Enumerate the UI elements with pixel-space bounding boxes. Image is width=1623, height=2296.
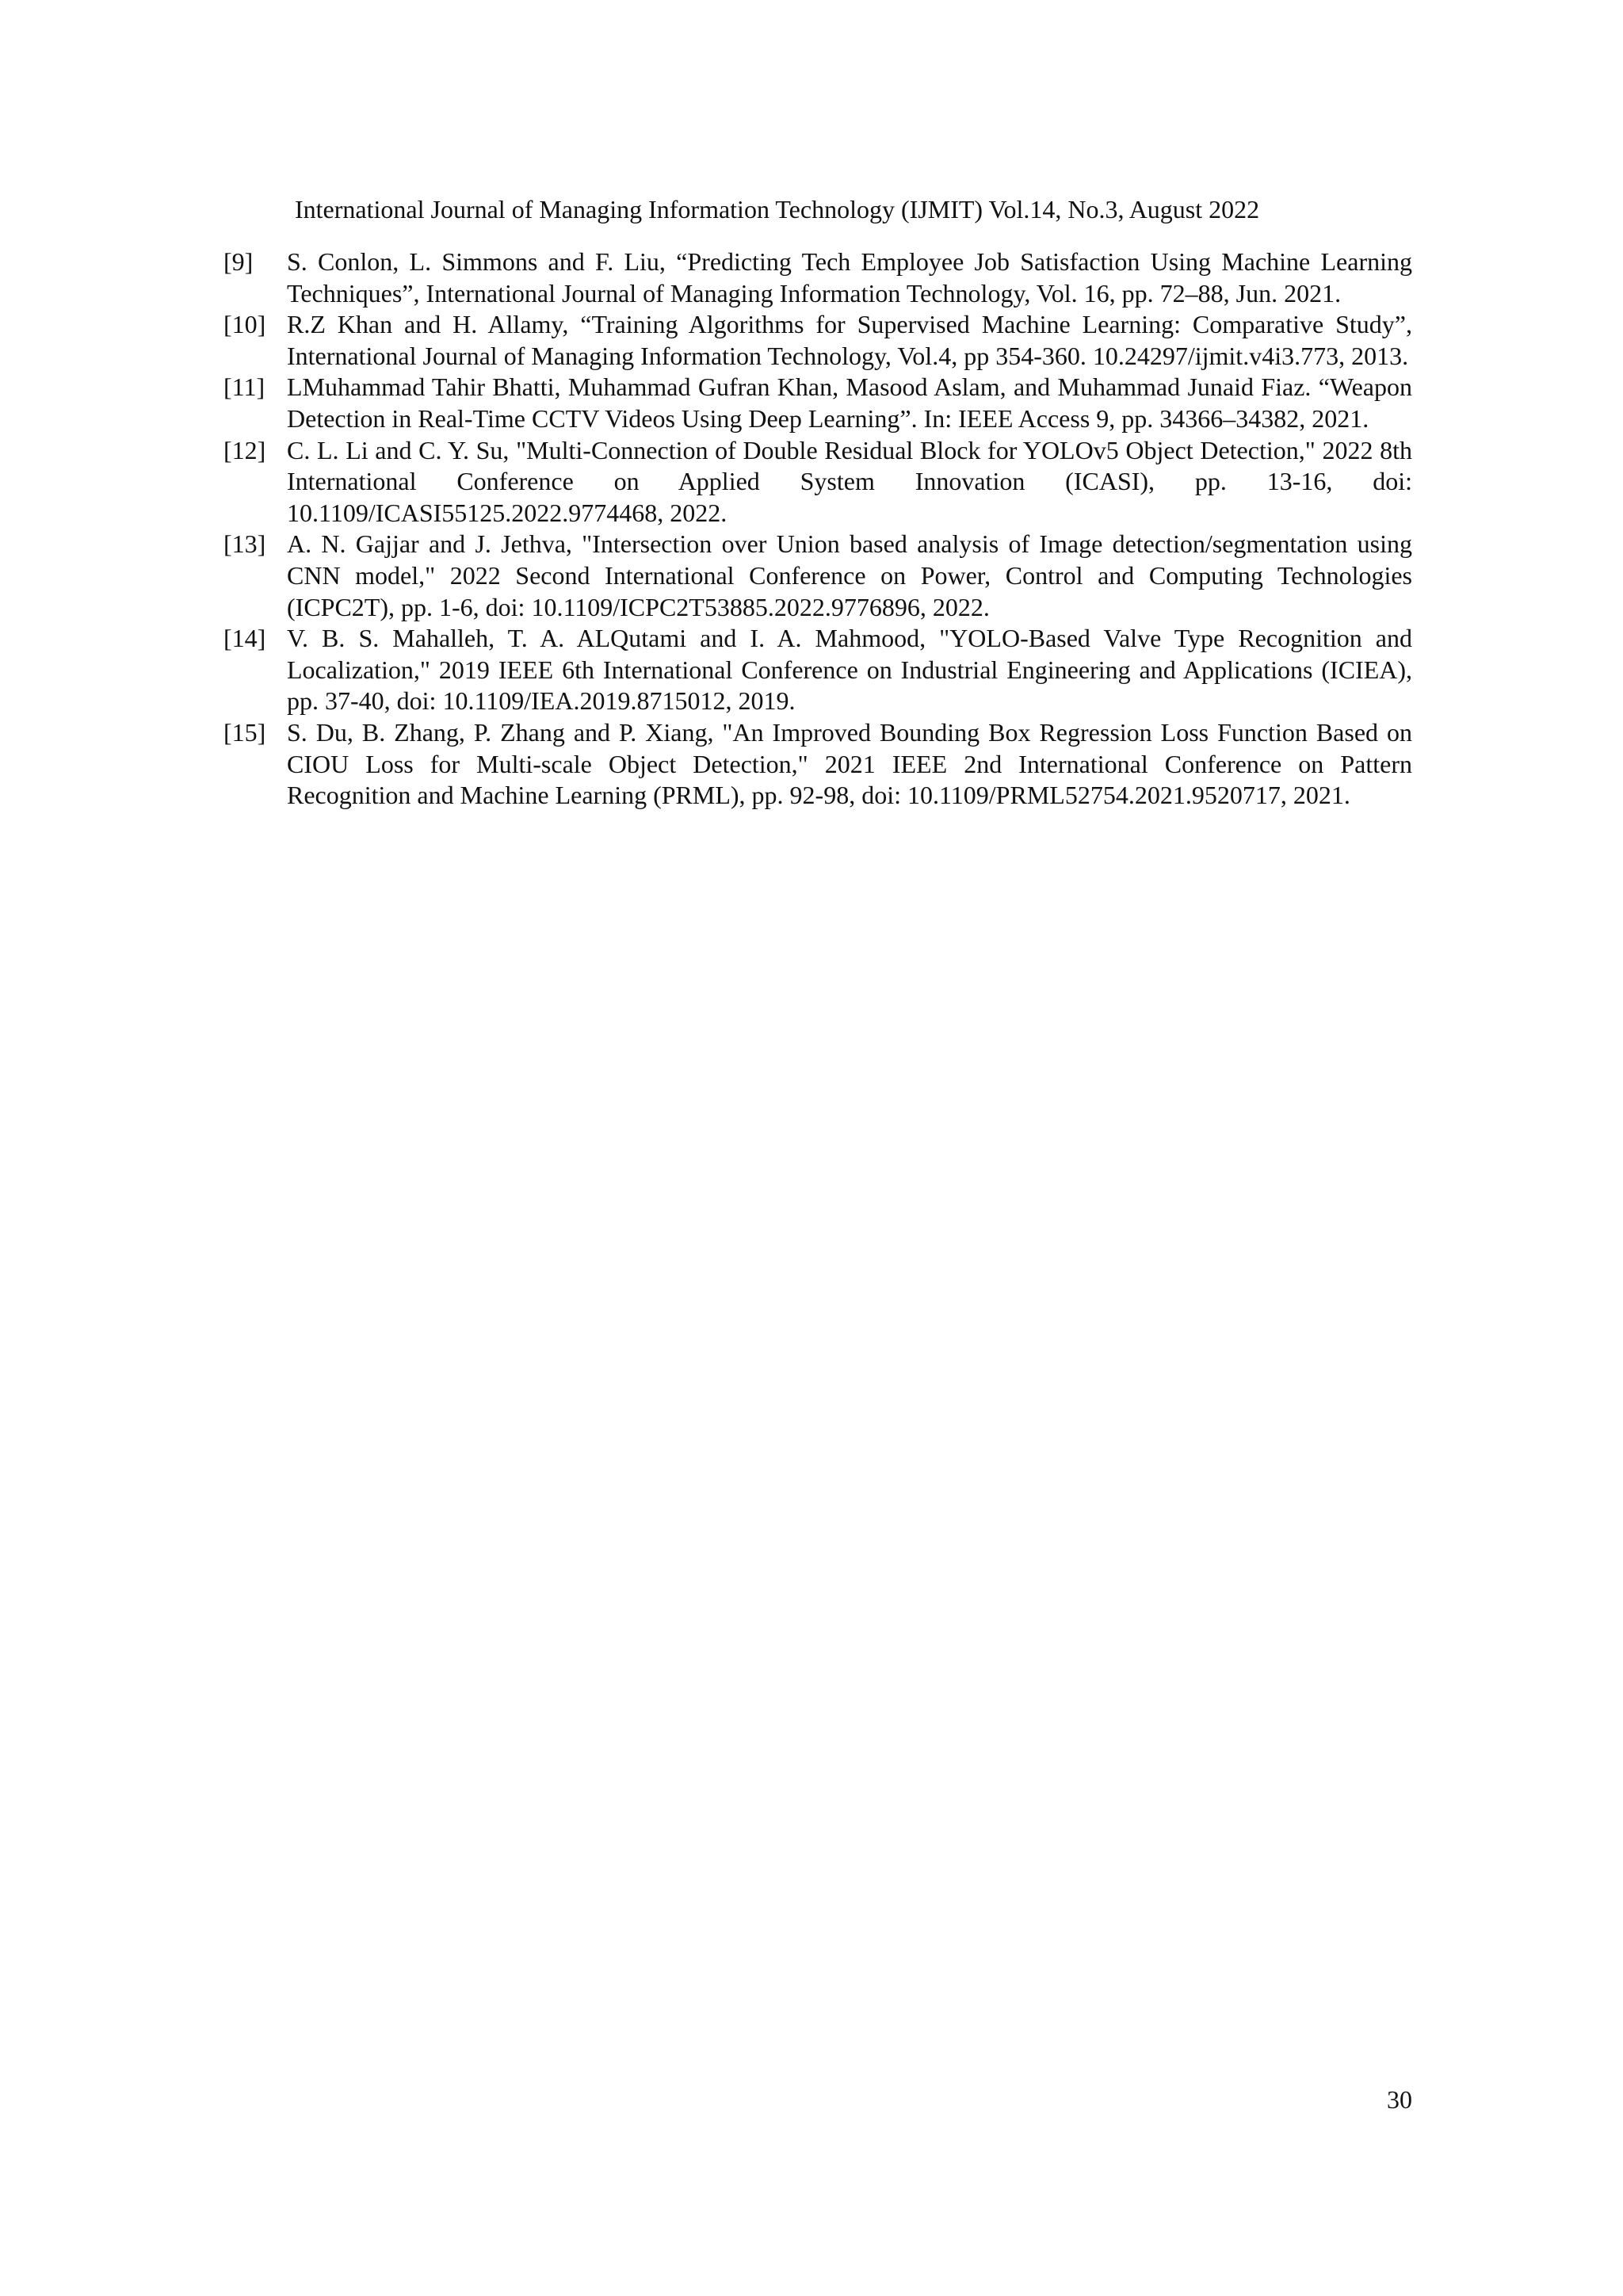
reference-text: C. L. Li and C. Y. Su, "Multi-Connection of Double Residual Block for YOLOv5 Object Detection," 2022 8th International Conference on Applied System Innovation (ICASI), pp. 13-16, doi: 10.1109/ICASI55125.2022.9774468, 2022. — [287, 435, 1412, 527]
page-number: 30 — [1387, 2085, 1412, 2114]
reference-number: [12] — [223, 435, 266, 464]
reference-text: S. Conlon, L. Simmons and F. Liu, “Predicting Tech Employee Job Satisfaction Using Machine Learning Techniques”, International Journal of Managing Information Technology, Vol. 16, pp. 72–88, Jun. 2021. — [287, 247, 1412, 308]
reference-item-15 — [223, 717, 1412, 812]
reference-item-11 — [223, 372, 1412, 434]
reference-item-12 — [223, 435, 1412, 529]
reference-text: S. Du, B. Zhang, P. Zhang and P. Xiang, "An Improved Bounding Box Regression Loss Function Based on CIOU Loss for Multi-scale Object Detection," 2021 IEEE 2nd International Conference on Pattern Recognition and Machine Learning (PRML), pp. 92-98, doi: 10.1109/PRML52754.2021.9520717, 2021. — [287, 717, 1412, 810]
reference-item-10 — [223, 309, 1412, 372]
reference-text: V. B. S. Mahalleh, T. A. ALQutami and I. A. Mahmood, "YOLO-Based Valve Type Recognition and Localization," 2019 IEEE 6th International Conference on Industrial Engineering and Applications (ICIEA), pp. 37-40, doi: 10.1109/IEA.2019.8715012, 2019. — [287, 624, 1412, 716]
reference-item-14 — [223, 623, 1412, 717]
reference-text: LMuhammad Tahir Bhatti, Muhammad Gufran Khan, Masood Aslam, and Muhammad Junaid Fiaz. “Weapon Detection in Real-Time CCTV Videos Using Deep Learning”. In: IEEE Access 9, pp. 34366–34382, 2021. — [287, 372, 1412, 433]
reference-number: [15] — [223, 717, 266, 747]
reference-number: [13] — [223, 529, 266, 559]
running-header: International Journal of Managing Information Technology (IJMIT) Vol.14, No.3, August 2022 — [295, 195, 1260, 223]
reference-number: [11] — [223, 372, 265, 402]
reference-item-13 — [223, 529, 1412, 623]
reference-item-9 — [223, 246, 1412, 309]
reference-number: [10] — [223, 310, 266, 339]
reference-text: A. N. Gajjar and J. Jethva, "Intersection over Union based analysis of Image detection/segmentation using CNN model," 2022 Second International Conference on Power, Control and Computing Technologies (ICPC2T), pp. 1-6, doi: 10.1109/ICPC2T53885.2022.9776896, 2022. — [287, 529, 1412, 621]
reference-list — [223, 246, 1412, 812]
reference-number: [14] — [223, 624, 266, 653]
reference-number: [9] — [223, 247, 254, 276]
reference-text: R.Z Khan and H. Allamy, “Training Algorithms for Supervised Machine Learning: Comparative Study”, International Journal of Managing Information Technology, Vol.4, pp 354-360. 10.24297/ijmit.v4i3.773, 2013. — [287, 310, 1412, 370]
